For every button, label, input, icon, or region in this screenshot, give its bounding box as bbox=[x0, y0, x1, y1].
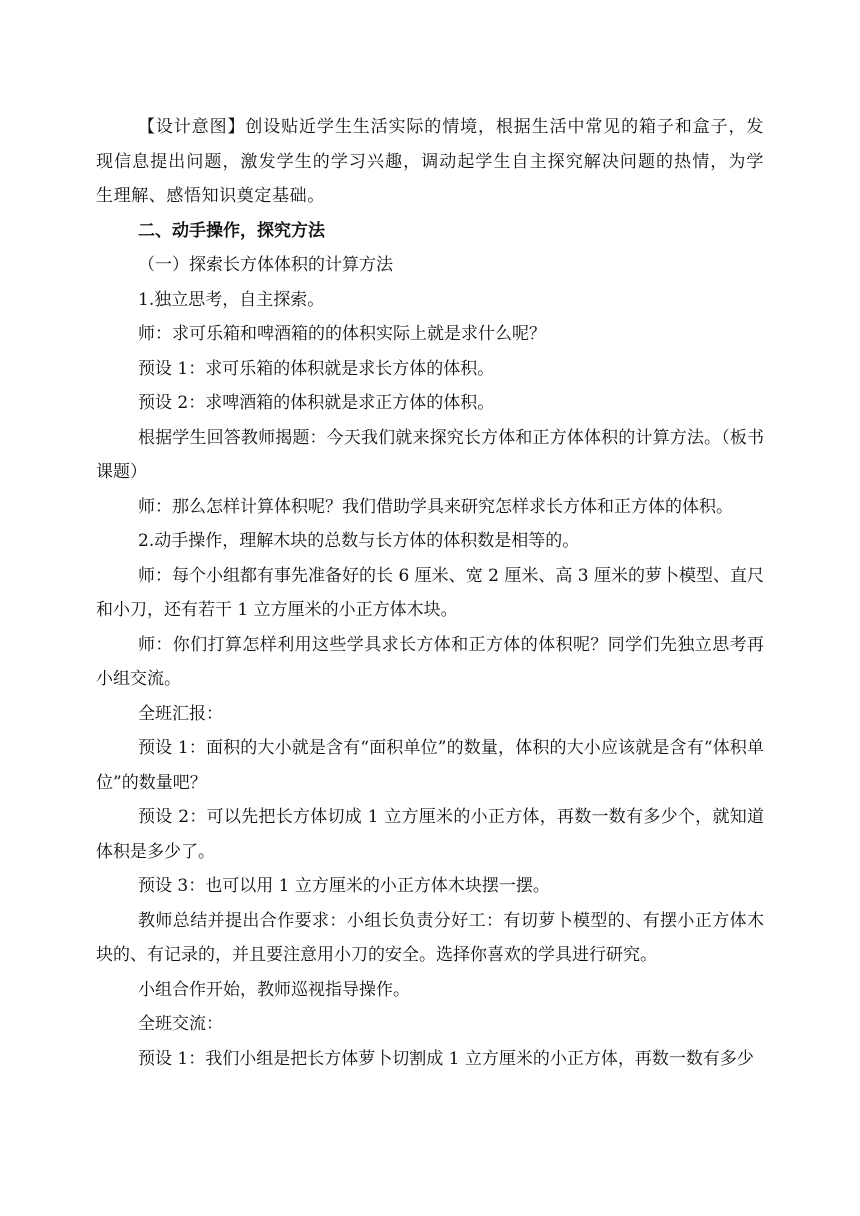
document-body bbox=[96, 110, 764, 1076]
teacher-question: 师：你们打算怎样利用这些学具求长方体和正方体的体积呢？同学们先独立思考再小组交流。 bbox=[96, 634, 764, 689]
preset-answer: 预设 2：可以先把长方体切成 1 立方厘米的小正方体，再数一数有多少个，就知道体积是多少了。 bbox=[96, 807, 764, 862]
subsection-heading: （一）探索长方体体积的计算方法 bbox=[138, 255, 393, 275]
teacher-instruction: 师：每个小组都有事先准备好的长 6 厘米、宽 2 厘米、高 3 厘米的萝卜模型、直尺和小刀，还有若干 1 立方厘米的小正方体木块。 bbox=[96, 565, 764, 620]
body-paragraph: 小组合作开始，教师巡视指导操作。 bbox=[138, 979, 410, 1000]
step-heading: 2.动手操作，理解木块的总数与长方体的体积数是相等的。 bbox=[138, 531, 580, 551]
preset-answer: 预设 1：求可乐箱的体积就是求长方体的体积。 bbox=[138, 358, 495, 379]
preset-answer: 预设 3：也可以用 1 立方厘米的小正方体木块摆一摆。 bbox=[138, 876, 550, 896]
class-exchange-label: 全班交流： bbox=[138, 1014, 223, 1034]
section-heading: 二、动手操作，探究方法 bbox=[138, 220, 325, 241]
teacher-summary: 教师总结并提出合作要求：小组长负责分好工：有切萝卜模型的、有摆小正方体木块的、有记录的，并且要注意用小刀的安全。选择你喜欢的学具进行研究。 bbox=[96, 910, 764, 965]
design-intent-paragraph: 【设计意图】创设贴近学生生活实际的情境，根据生活中常见的箱子和盒子，发现信息提出问题，激发学生的学习兴趣，调动起学生自主探究解决问题的热情，为学生理解、感悟知识奠定基础。 bbox=[96, 117, 764, 206]
teacher-question: 师：那么怎样计算体积呢？我们借助学具来研究怎样求长方体和正方体的体积。 bbox=[138, 496, 733, 517]
preset-answer: 预设 1：面积的大小就是含有“面积单位”的数量，体积的大小应该就是含有“体积单位”的数量吧？ bbox=[96, 738, 764, 793]
teacher-question: 师：求可乐箱和啤酒箱的的体积实际上就是求什么呢？ bbox=[138, 324, 546, 344]
class-report-label: 全班汇报： bbox=[138, 703, 223, 724]
step-heading: 1.独立思考，自主探索。 bbox=[138, 289, 325, 310]
preset-answer: 预设 2：求啤酒箱的体积就是求正方体的体积。 bbox=[138, 393, 495, 413]
body-paragraph: 根据学生回答教师揭题：今天我们就来探究长方体和正方体体积的计算方法。（板书课题） bbox=[96, 427, 764, 482]
preset-answer: 预设 1：我们小组是把长方体萝卜切割成 1 立方厘米的小正方体，再数一数有多少 bbox=[138, 1048, 754, 1069]
